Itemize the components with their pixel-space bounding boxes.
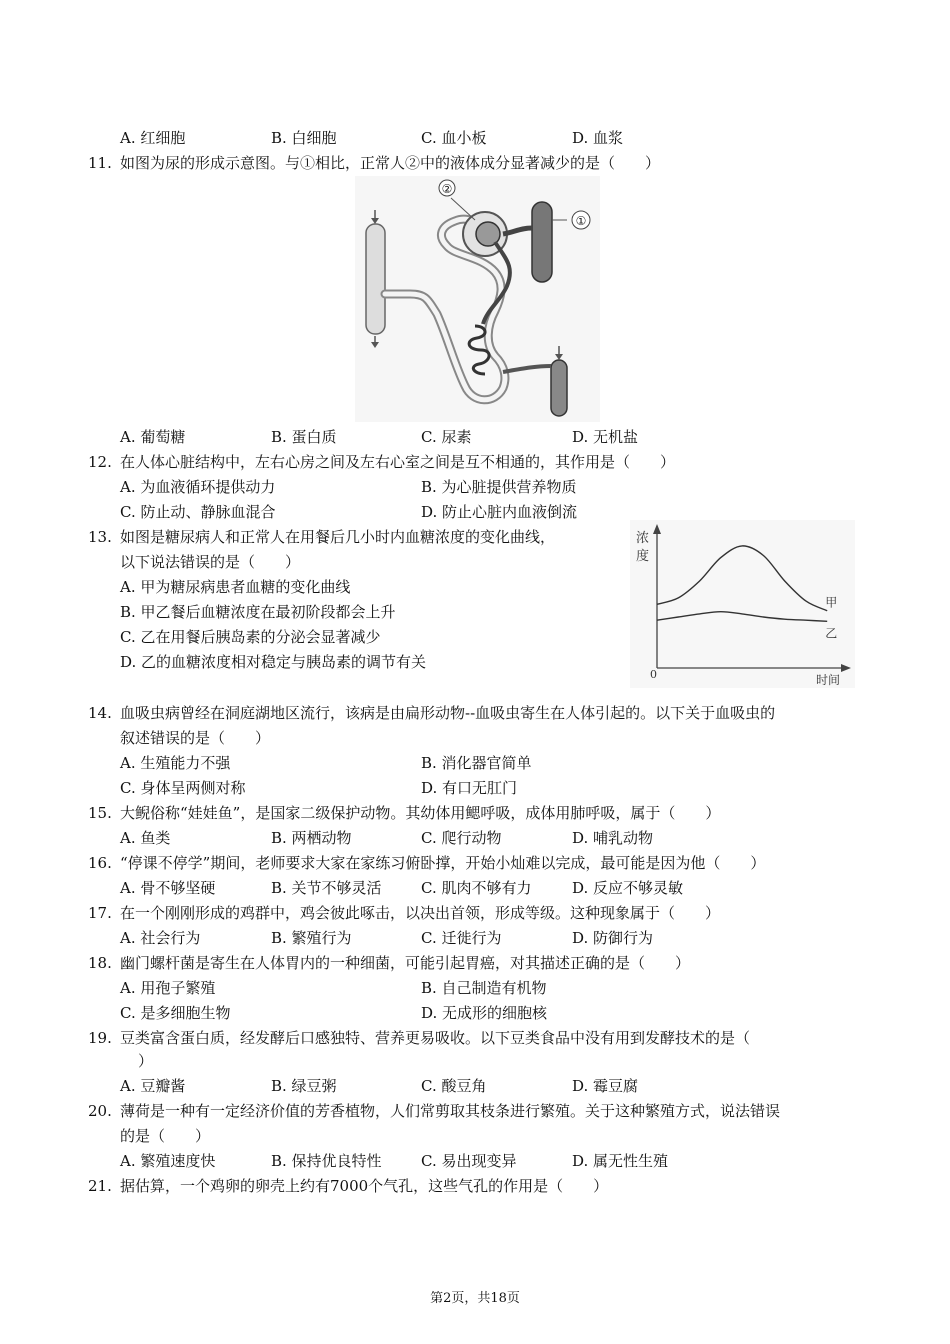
q19-number: 19. <box>88 1029 112 1047</box>
q10-option-a: A. 红细胞 <box>120 129 186 147</box>
y-axis-label-2: 度 <box>636 549 650 564</box>
q21-stem: 据估算，一个鸡卵的卵壳上约有7000个气孔，这些气孔的作用是（ ） <box>120 1177 609 1195</box>
q20-option-c: C. 易出现变异 <box>421 1152 517 1170</box>
q12-number: 12. <box>88 453 112 471</box>
q18-option-a: A. 用孢子繁殖 <box>120 979 216 997</box>
q19-stem-line2: ） <box>138 1052 154 1070</box>
q16-option-a: A. 骨不够坚硬 <box>120 879 216 897</box>
q12-stem: 在人体心脏结构中，左右心房之间及左右心室之间是互不相通的，其作用是（ ） <box>120 453 676 471</box>
q19-option-c: C. 酸豆角 <box>421 1077 487 1095</box>
blood-sugar-chart <box>630 520 855 688</box>
q11-stem: 如图为尿的形成示意图。与①相比，正常人②中的液体成分显著减少的是（ ） <box>120 154 661 172</box>
q13-option-d: D. 乙的血糖浓度相对稳定与胰岛素的调节有关 <box>120 653 427 671</box>
q12-option-c: C. 防止动、静脉血混合 <box>120 503 276 521</box>
q13-stem-line1: 如图是糖尿病人和正常人在用餐后几小时内血糖浓度的变化曲线， <box>120 528 556 546</box>
q14-stem-line1: 血吸虫病曾经在洞庭湖地区流行，该病是由扁形动物--血吸虫寄生在人体引起的。以下关于血吸虫的 <box>120 704 776 722</box>
q11-option-c: C. 尿素 <box>421 428 472 446</box>
q18-number: 18. <box>88 954 112 972</box>
q11-option-b: B. 蛋白质 <box>271 428 337 446</box>
q19-stem-line1: 豆类富含蛋白质，经发酵后口感独特、营养更易吸收。以下豆类食品中没有用到发酵技术的是（ <box>120 1029 751 1047</box>
q14-option-b: B. 消化器官简单 <box>421 754 532 772</box>
q17-stem: 在一个刚刚形成的鸡群中，鸡会彼此啄击，以决出首领，形成等级。这种现象属于（ ） <box>120 904 721 922</box>
q14-option-c: C. 身体呈两侧对称 <box>120 779 246 797</box>
q16-option-d: D. 反应不够灵敏 <box>572 879 684 897</box>
urine-formation-figure <box>355 176 600 422</box>
q16-number: 16. <box>88 854 112 872</box>
q19-option-d: D. 霉豆腐 <box>572 1077 639 1095</box>
q18-option-c: C. 是多细胞生物 <box>120 1004 231 1022</box>
figure-label-2: ② <box>441 182 453 196</box>
q18-option-d: D. 无成形的细胞核 <box>421 1004 548 1022</box>
q20-number: 20. <box>88 1102 112 1120</box>
q13-stem-line2: 以下说法错误的是（ ） <box>120 553 301 571</box>
q17-option-a: A. 社会行为 <box>120 929 201 947</box>
q15-option-a: A. 鱼类 <box>120 829 171 847</box>
figure-label-1: ① <box>575 214 587 228</box>
q18-stem: 幽门螺杆菌是寄生在人体胃内的一种细菌，可能引起胃癌，对其描述正确的是（ ） <box>120 954 691 972</box>
q20-option-d: D. 属无性生殖 <box>572 1152 669 1170</box>
q15-number: 15. <box>88 804 112 822</box>
q14-stem-line2: 叙述错误的是（ ） <box>120 729 271 747</box>
q13-number: 13. <box>88 528 112 546</box>
q17-option-c: C. 迁徙行为 <box>421 929 502 947</box>
q18-option-b: B. 自己制造有机物 <box>421 979 547 997</box>
q21-number: 21. <box>88 1177 112 1195</box>
q16-option-c: C. 肌肉不够有力 <box>421 879 532 897</box>
q20-option-b: B. 保持优良特性 <box>271 1152 382 1170</box>
q14-option-d: D. 有口无肛门 <box>421 779 518 797</box>
q19-option-a: A. 豆瓣酱 <box>120 1077 186 1095</box>
q14-number: 14. <box>88 704 112 722</box>
q17-option-d: D. 防御行为 <box>572 929 654 947</box>
q13-option-c: C. 乙在用餐后胰岛素的分泌会显著减少 <box>120 628 381 646</box>
q16-option-b: B. 关节不够灵活 <box>271 879 382 897</box>
q20-stem-line2: 的是（ ） <box>120 1127 211 1145</box>
q20-option-a: A. 繁殖速度快 <box>120 1152 216 1170</box>
q12-option-b: B. 为心脏提供营养物质 <box>421 478 577 496</box>
q12-option-a: A. 为血液循环提供动力 <box>120 478 276 496</box>
q20-stem-line1: 薄荷是一种有一定经济价值的芳香植物，人们常剪取其枝条进行繁殖。关于这种繁殖方式，说法错误 <box>120 1102 781 1120</box>
q13-option-a: A. 甲为糖尿病患者血糖的变化曲线 <box>120 578 351 596</box>
q15-option-c: C. 爬行动物 <box>421 829 502 847</box>
q16-stem: “停课不停学”期间，老师要求大家在家练习俯卧撑，开始小灿难以完成，最可能是因为他（ ） <box>120 854 766 872</box>
q11-option-a: A. 葡萄糖 <box>120 428 186 446</box>
q19-option-b: B. 绿豆粥 <box>271 1077 337 1095</box>
q10-option-d: D. 血浆 <box>572 129 624 147</box>
q11-option-d: D. 无机盐 <box>572 428 639 446</box>
origin-label: 0 <box>650 668 657 681</box>
q10-option-b: B. 白细胞 <box>271 129 337 147</box>
q12-option-d: D. 防止心脏内血液倒流 <box>421 503 578 521</box>
series-label-yi: 乙 <box>825 626 838 641</box>
q17-option-b: B. 繁殖行为 <box>271 929 352 947</box>
q10-option-c: C. 血小板 <box>421 129 487 147</box>
q17-number: 17. <box>88 904 112 922</box>
y-axis-label-1: 浓 <box>636 531 650 546</box>
x-axis-label: 时间 <box>816 673 841 687</box>
q11-number: 11. <box>88 154 112 172</box>
q15-option-b: B. 两栖动物 <box>271 829 352 847</box>
q15-option-d: D. 哺乳动物 <box>572 829 654 847</box>
q15-stem: 大鲵俗称“娃娃鱼”，是国家二级保护动物。其幼体用鳃呼吸，成体用肺呼吸，属于（ ） <box>120 804 721 822</box>
q13-option-b: B. 甲乙餐后血糖浓度在最初阶段都会上升 <box>120 603 396 621</box>
q14-option-a: A. 生殖能力不强 <box>120 754 231 772</box>
series-label-jia: 甲 <box>825 595 838 610</box>
page-footer: 第2页，共18页 <box>430 1291 520 1306</box>
